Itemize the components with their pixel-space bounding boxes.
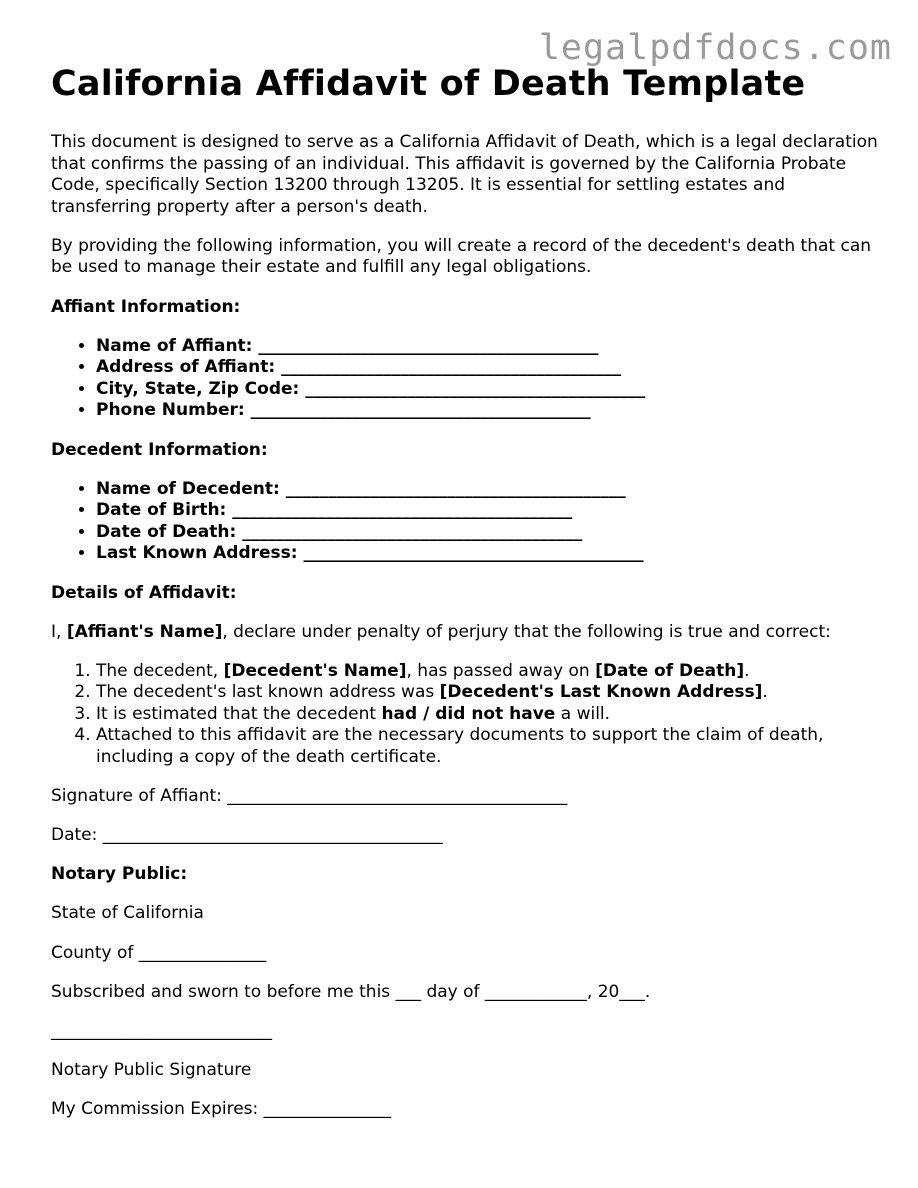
list-item: • Name of Affiant: ________________________________________ xyxy=(96,336,881,358)
list-item: 1. The decedent, [Decedent's Name], has passed away on [Date of Death]. xyxy=(96,661,881,683)
details-heading: Details of Affidavit: xyxy=(51,582,237,603)
notary-signature-blank: __________________________ xyxy=(51,1020,272,1041)
affiant-heading: Affiant Information: xyxy=(51,296,241,317)
notary-county: County of _______________ xyxy=(51,942,267,963)
document-body xyxy=(51,132,881,1138)
page-title: California Affidavit of Death Template xyxy=(51,64,806,104)
affiant-signature-line: Signature of Affiant: ________________________________________ xyxy=(51,786,568,807)
list-item: 4. Attached to this affidavit are the necessary documents to support the claim of death, including a copy of the death certificate. xyxy=(96,725,881,768)
notary-commission: My Commission Expires: _______________ xyxy=(51,1098,392,1119)
date-line: Date: ________________________________________ xyxy=(51,825,443,846)
affiant-list xyxy=(51,336,881,422)
details-list xyxy=(51,661,881,769)
declaration: I, [Affiant's Name], declare under penalty of perjury that the following is true and correct: xyxy=(51,621,831,642)
watermark: legalpdfdocs.com xyxy=(538,28,892,68)
decedent-heading: Decedent Information: xyxy=(51,439,268,460)
list-item: • Phone Number: ________________________________________ xyxy=(96,400,881,422)
list-item: • Address of Affiant: ________________________________________ xyxy=(96,357,881,379)
list-item: • City, State, Zip Code: ________________________________________ xyxy=(96,379,881,401)
list-item: 2. The decedent's last known address was [Decedent's Last Known Address]. xyxy=(96,682,881,704)
list-item: • Last Known Address: ________________________________________ xyxy=(96,543,881,565)
notary-signature-label: Notary Public Signature xyxy=(51,1059,252,1080)
notary-state: State of California xyxy=(51,903,204,924)
list-item: 3. It is estimated that the decedent had / did not have a will. xyxy=(96,704,881,726)
notary-heading: Notary Public: xyxy=(51,864,188,885)
list-item: • Date of Birth: ________________________________________ xyxy=(96,500,881,522)
notary-sworn: Subscribed and sworn to before me this ___ day of ____________, 20___. xyxy=(51,981,651,1002)
list-item: • Date of Death: ________________________________________ xyxy=(96,522,881,544)
list-item: • Name of Decedent: ________________________________________ xyxy=(96,479,881,501)
decedent-list xyxy=(51,479,881,565)
intro-paragraph-2: By providing the following information, you will create a record of the decedent's death that can be used to manage their estate and fulfill any legal obligations. xyxy=(51,235,872,278)
intro-paragraph-1: This document is designed to serve as a California Affidavit of Death, which is a legal declaration that confirms the passing of an individual. This affidavit is governed by the California Probate Code, specifically Section 13200 through 13205. It is essential for settling estates and transferring property after a person's death. xyxy=(51,132,878,217)
